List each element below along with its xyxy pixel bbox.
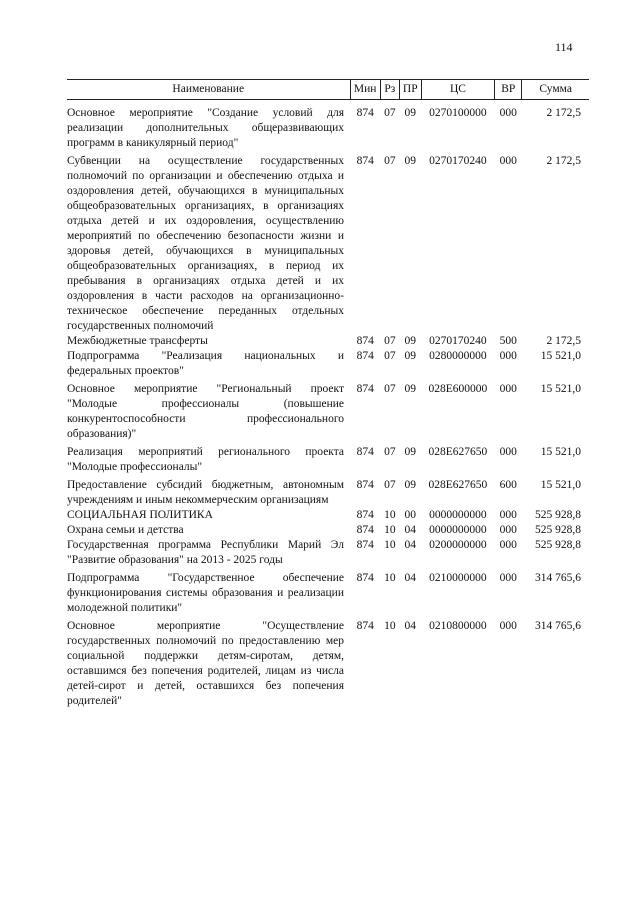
row-pr: 09	[404, 350, 416, 362]
table-row	[67, 475, 589, 508]
row-vr: 000	[499, 539, 517, 551]
row-vr: 000	[499, 155, 517, 167]
table-row	[67, 151, 589, 334]
table-row	[67, 568, 589, 616]
header-vr: ВР	[495, 80, 522, 100]
row-cs: 0270170240	[429, 335, 487, 347]
row-min: 874	[356, 155, 374, 167]
row-name: Межбюджетные трансферты	[67, 335, 208, 347]
row-cs: 0270100000	[429, 107, 487, 119]
row-min: 874	[356, 383, 374, 395]
row-sum: 15 521,0	[540, 383, 581, 395]
row-vr: 000	[499, 350, 517, 362]
row-cs: 028E600000	[428, 383, 488, 395]
row-vr: 000	[499, 446, 517, 458]
row-vr: 000	[499, 509, 517, 521]
row-vr: 600	[499, 479, 517, 491]
row-vr: 000	[499, 383, 517, 395]
row-vr: 000	[499, 620, 517, 632]
row-vr: 000	[499, 524, 517, 536]
row-pr: 04	[404, 539, 416, 551]
row-rz: 07	[384, 446, 396, 458]
row-cs: 028E627650	[428, 446, 488, 458]
row-rz: 10	[384, 620, 396, 632]
table-body	[67, 100, 589, 710]
table-row	[67, 379, 589, 442]
table-row	[67, 349, 589, 379]
row-cs: 0210000000	[429, 572, 487, 584]
row-min: 874	[356, 509, 374, 521]
row-name: Основное мероприятие "Осуществление государственных полномочий по предоставлению мер социальной поддержки детям-сиротам, детям, оставшимся без попечения родителей, лицам из числа детей-сирот и детей, оставшихся без попечения родителей"	[67, 620, 344, 707]
row-min: 874	[356, 479, 374, 491]
row-sum: 2 172,5	[546, 155, 581, 167]
row-name: Государственная программа Республики Марий Эл "Развитие образования" на 2013 - 2025 годы	[67, 539, 344, 566]
row-rz: 07	[384, 155, 396, 167]
row-name: Реализация мероприятий регионального проекта "Молодые профессионалы"	[67, 446, 344, 473]
row-name: Подпрограмма "Государственное обеспечение функционирования системы образования и реализации молодежной политики"	[67, 572, 344, 614]
row-rz: 07	[384, 350, 396, 362]
row-sum: 15 521,0	[540, 350, 581, 362]
row-vr: 000	[499, 107, 517, 119]
row-rz: 10	[384, 572, 396, 584]
table-row	[67, 538, 589, 568]
row-cs: 0270170240	[429, 155, 487, 167]
row-min: 874	[356, 350, 374, 362]
row-rz: 07	[384, 335, 396, 347]
row-sum: 2 172,5	[546, 107, 581, 119]
row-rz: 07	[384, 383, 396, 395]
row-sum: 525 928,8	[535, 509, 581, 521]
row-pr: 09	[404, 155, 416, 167]
row-min: 874	[356, 572, 374, 584]
row-min: 874	[356, 524, 374, 536]
row-cs: 0200000000	[429, 539, 487, 551]
budget-table	[67, 79, 589, 709]
row-name: СОЦИАЛЬНАЯ ПОЛИТИКА	[67, 509, 213, 521]
row-pr: 09	[404, 335, 416, 347]
row-min: 874	[356, 539, 374, 551]
row-rz: 10	[384, 524, 396, 536]
header-pr: ПР	[399, 80, 421, 100]
table-row	[67, 100, 589, 152]
row-rz: 07	[384, 107, 396, 119]
row-min: 874	[356, 446, 374, 458]
row-sum: 525 928,8	[535, 539, 581, 551]
header-min: Мин	[350, 80, 380, 100]
row-pr: 09	[404, 479, 416, 491]
row-pr: 04	[404, 524, 416, 536]
row-rz: 07	[384, 479, 396, 491]
row-name: Субвенции на осуществление государственных полномочий по организации и обеспечению отдыха и оздоровления детей, обучающихся в муниципальных общеобразовательных организациях, в организациях отдыха детей и их оздоровления, осуществлению мероприятий по обеспечению безопасности жизни и здоровья детей, обучающихся в муниципальных общеобразовательных организациях, в период их пребывания в организациях отдыха детей и их оздоровления в части расходов на организационно-техническое обеспечение переданных отдельных государственных полномочий	[67, 155, 344, 332]
row-cs: 028E627650	[428, 479, 488, 491]
row-pr: 04	[404, 572, 416, 584]
row-cs: 0280000000	[429, 350, 487, 362]
row-min: 874	[356, 620, 374, 632]
header-name: Наименование	[67, 80, 350, 100]
row-vr: 500	[499, 335, 517, 347]
table-row	[67, 616, 589, 709]
row-cs: 0000000000	[429, 524, 487, 536]
row-min: 874	[356, 335, 374, 347]
row-name: Подпрограмма "Реализация национальных и федеральных проектов"	[67, 350, 344, 377]
row-sum: 2 172,5	[546, 335, 581, 347]
table-row	[67, 334, 589, 349]
row-pr: 09	[404, 446, 416, 458]
page-number: 114	[555, 40, 573, 54]
table-row	[67, 523, 589, 538]
table-header-row	[67, 80, 589, 100]
row-pr: 09	[404, 383, 416, 395]
header-sum: Сумма	[522, 80, 589, 100]
table-row	[67, 508, 589, 523]
row-pr: 00	[404, 509, 416, 521]
row-pr: 09	[404, 107, 416, 119]
table-row	[67, 442, 589, 475]
header-rz: Рз	[380, 80, 399, 100]
row-pr: 04	[404, 620, 416, 632]
row-sum: 314 765,6	[535, 572, 581, 584]
table-header	[67, 80, 589, 100]
row-sum: 525 928,8	[535, 524, 581, 536]
row-min: 874	[356, 107, 374, 119]
row-cs: 0210800000	[429, 620, 487, 632]
row-rz: 10	[384, 539, 396, 551]
row-vr: 000	[499, 572, 517, 584]
row-sum: 314 765,6	[535, 620, 581, 632]
row-name: Основное мероприятие "Региональный проект "Молодые профессионалы (повышение конкурентоспособности профессионального образования)"	[67, 383, 344, 440]
row-name: Основное мероприятие "Создание условий для реализации дополнительных общеразвивающих программ в каникулярный период"	[67, 107, 344, 149]
row-name: Предоставление субсидий бюджетным, автономным учреждениям и иным некоммерческим организациям	[67, 479, 344, 506]
row-rz: 10	[384, 509, 396, 521]
row-cs: 0000000000	[429, 509, 487, 521]
row-sum: 15 521,0	[540, 446, 581, 458]
header-cs: ЦС	[421, 80, 494, 100]
row-name: Охрана семьи и детства	[67, 524, 184, 536]
row-sum: 15 521,0	[540, 479, 581, 491]
